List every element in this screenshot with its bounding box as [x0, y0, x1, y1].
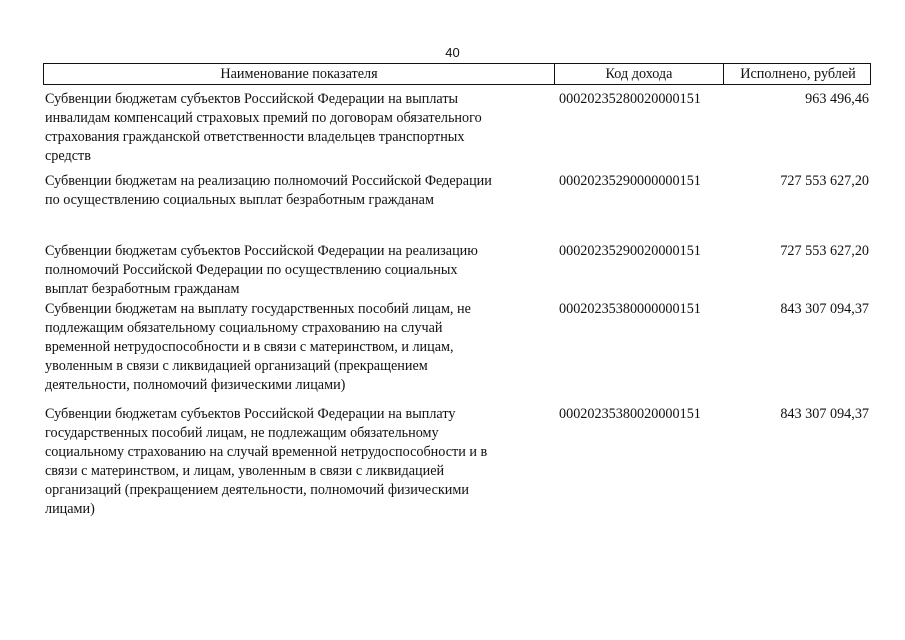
row-name — [43, 300, 553, 395]
row-name-line: временной нетрудоспособности и в связи с материнством, и лицам, — [45, 339, 454, 355]
row-name-line: выплат безработным гражданам — [45, 281, 240, 297]
row-name-line: Субвенции бюджетам на выплату государственных пособий лицам, не — [45, 301, 471, 317]
table-row — [43, 242, 871, 299]
row-code: 00020235280020000151 — [559, 91, 701, 107]
row-name-line: связи с материнством, и лицам, уволенным в связи с ликвидацией — [45, 463, 445, 479]
row-name-line: полномочий Российской Федерации по осуществлению социальных — [45, 262, 458, 278]
row-name-line: по осуществлению социальных выплат безработным гражданам — [45, 192, 434, 208]
table-row — [43, 300, 871, 395]
row-name-line: инвалидам компенсаций страховых премий по договорам обязательного — [45, 110, 482, 126]
row-name-line: уволенным в связи с ликвидацией организаций (прекращением — [45, 358, 428, 374]
revenue-table — [43, 63, 871, 519]
row-name — [43, 90, 553, 166]
row-amount: 727 553 627,20 — [780, 173, 869, 189]
row-name-line: лицами) — [45, 501, 95, 517]
row-name-line: средств — [45, 148, 91, 164]
header-revenue-code: Код дохода — [554, 64, 723, 84]
row-name — [43, 172, 553, 210]
page-number: 40 — [445, 45, 460, 60]
table-header — [43, 63, 871, 85]
row-name — [43, 405, 553, 519]
row-amount: 843 307 094,37 — [780, 301, 869, 317]
row-name-line: Субвенции бюджетам субъектов Российской Федерации на выплаты — [45, 91, 459, 107]
row-name-line: Субвенции бюджетам субъектов Российской Федерации на выплату — [45, 406, 456, 422]
table-row — [43, 405, 871, 519]
row-name-line: организаций (прекращением деятельности, полномочий физическими — [45, 482, 469, 498]
row-name-line: Субвенции бюджетам субъектов Российской Федерации на реализацию — [45, 243, 478, 259]
header-executed-amount: Исполнено, рублей — [723, 64, 872, 84]
table-row — [43, 90, 871, 166]
row-code: 00020235290000000151 — [559, 173, 701, 189]
row-code: 00020235380020000151 — [559, 406, 701, 422]
row-name-line: государственных пособий лицам, не подлежащим обязательному — [45, 425, 439, 441]
header-indicator-name: Наименование показателя — [220, 66, 378, 82]
row-amount: 963 496,46 — [805, 91, 869, 107]
row-name — [43, 242, 553, 299]
row-name-line: страхования гражданской ответственности владельцев транспортных — [45, 129, 465, 145]
row-code: 00020235290020000151 — [559, 243, 701, 259]
table-row — [43, 172, 871, 210]
row-code: 00020235380000000151 — [559, 301, 701, 317]
row-name-line: деятельности, полномочий физическими лицами) — [45, 377, 346, 393]
row-amount: 843 307 094,37 — [780, 406, 869, 422]
row-name-line: социальному страхованию на случай временной нетрудоспособности и в — [45, 444, 488, 460]
row-name-line: Субвенции бюджетам на реализацию полномочий Российской Федерации — [45, 173, 492, 189]
row-name-line: подлежащим обязательному социальному страхованию на случай — [45, 320, 443, 336]
row-amount: 727 553 627,20 — [780, 243, 869, 259]
